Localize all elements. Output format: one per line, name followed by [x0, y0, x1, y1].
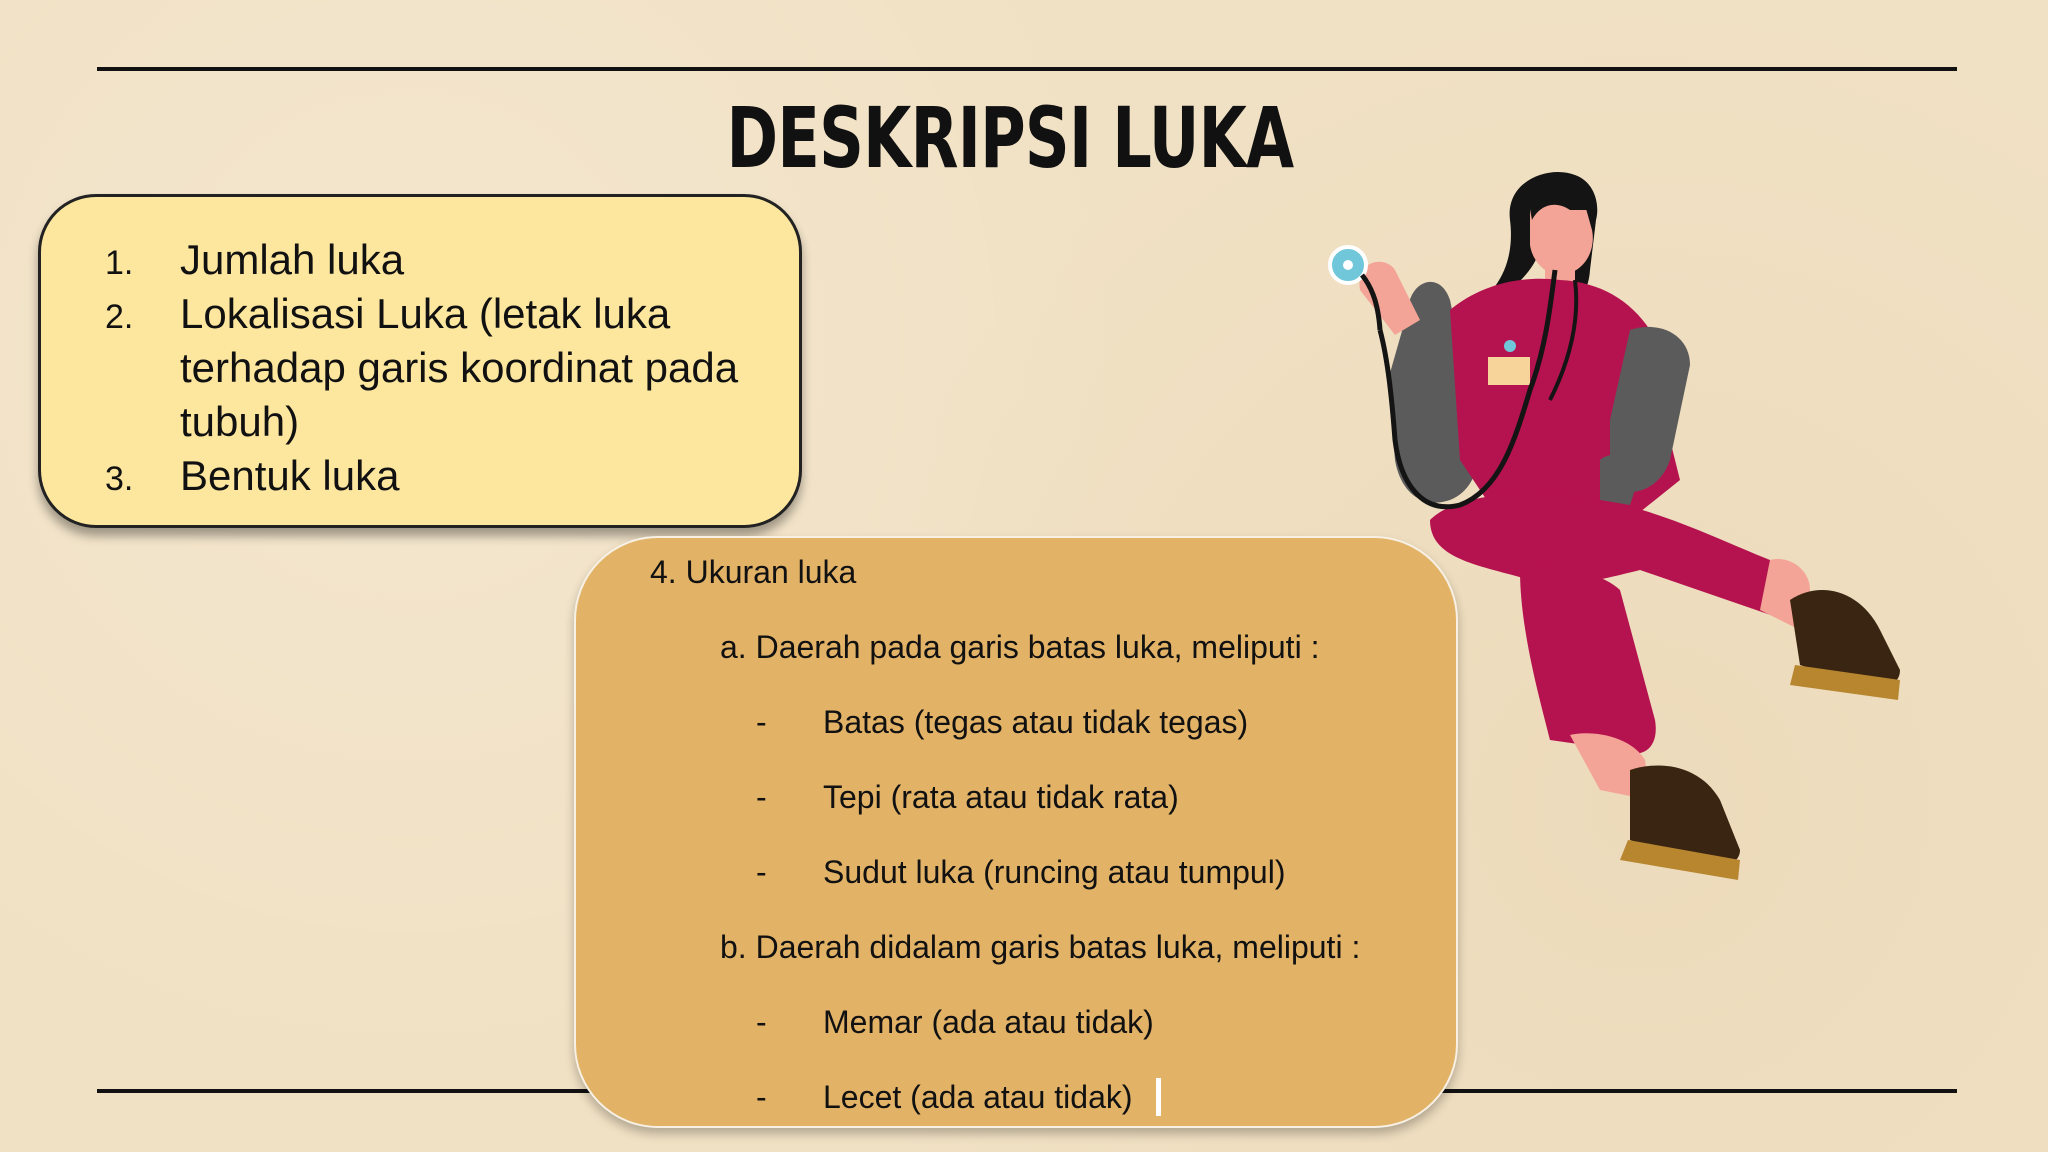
- bullet-dash: -: [756, 1004, 767, 1040]
- list-item: Memar (ada atau tidak): [823, 1004, 1154, 1040]
- sub-heading-a: a. Daerah pada garis batas luka, meliputi :: [720, 629, 1320, 665]
- nurse-with-stethoscope-icon: [1300, 160, 1980, 920]
- top-rule: [97, 67, 1957, 71]
- bullet-dash: -: [756, 779, 767, 815]
- sub-heading-b: b. Daerah didalam garis batas luka, meliputi :: [720, 929, 1361, 965]
- list-item: Batas (tegas atau tidak tegas): [823, 704, 1249, 740]
- list-item: Lecet (ada atau tidak): [823, 1079, 1133, 1115]
- text-cursor: [1156, 1078, 1161, 1116]
- bullet-dash: -: [756, 1079, 767, 1115]
- list-item: 2. Lokalisasi Luka (letak luka terhadap garis koordinat pada tubuh): [105, 290, 739, 445]
- wound-list-box: [38, 194, 802, 528]
- bullet-dash: -: [756, 854, 767, 890]
- list-item: 1. Jumlah luka: [105, 236, 405, 283]
- size-heading: 4. Ukuran luka: [650, 554, 857, 590]
- list-item: 3. Bentuk luka: [105, 452, 400, 499]
- wound-list: [105, 233, 745, 503]
- slide-title: DESKRIPSI LUKA: [726, 89, 1294, 187]
- bullet-dash: -: [756, 704, 767, 740]
- list-item: Tepi (rata atau tidak rata): [823, 779, 1179, 815]
- list-item: Sudut luka (runcing atau tumpul): [823, 854, 1286, 890]
